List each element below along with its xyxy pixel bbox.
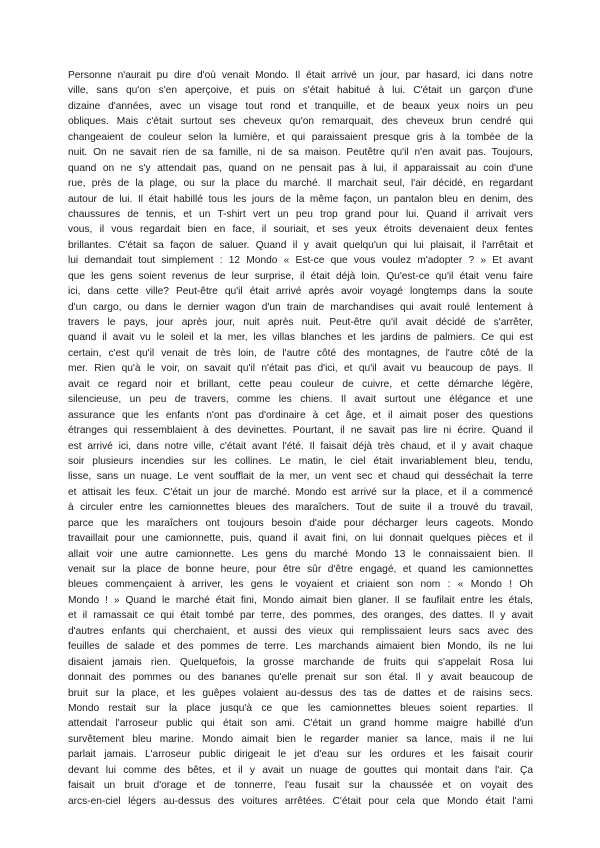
text-line: autour de lui. Il était habillé tous les jours de la même façon, un pantalon bleu en denim, des — [68, 193, 533, 205]
text-line: Personne n'aurait pu dire d'où venait Mondo. Il était arrivé un jour, par hasard, ici dans notre — [68, 70, 533, 81]
text-line: changeaient de couleur selon la lumière, et qui paraissaient presque gris à la tombée de la — [68, 131, 533, 143]
text-line: vous, il vous regardait bien en face, il souriait, et ses yeux étroits devenaient deux fentes — [68, 224, 533, 236]
text-line: survêtement bleu marine. Mondo aimait bien le regarder manier sa lance, mais il ne lui — [68, 733, 533, 745]
text-line: Mondo ! » Quand le marché était fini, Mondo aimait bien glaner. Il se faufilait entre les étals, — [68, 594, 533, 606]
text-line: avait ce regard noir et brillant, cette peau couleur de cuivre, et cette démarche légère, — [68, 378, 533, 390]
text-line — [68, 809, 533, 824]
text-line: lisse, sans un nuage. Le vent soufflait de la mer, un vent sec et chaud qui desséchait la terre — [68, 471, 533, 483]
text-line: venait sur la place de bonne heure, pour être sûr d'être engagé, et quand les camionnettes — [68, 564, 533, 575]
text-line: Mondo restait sur la place jusqu'à ce que les camionnettes bleues soient reparties. Il — [68, 702, 533, 714]
text-line: travers le pays, jour après jour, nuit après nuit. Peut-être qu'il avait décidé de s'arrêter, — [68, 317, 533, 328]
text-line: rue, près de la plage, ou sur la place du marché. Il marchait seul, l'air décidé, en regardant — [68, 178, 533, 190]
text-line: devant lui comme des bêtes, et il y avait un nuage de gouttes qui montait dans l'air. Ça — [68, 764, 533, 776]
text-line: chaussures de tennis, et un T-shirt vert un peu trop grand pour lui. Quand il arrivait vers — [68, 208, 533, 220]
text-line: ici, dans cette ville? Peut-être qu'il était arrivé après avoir voyagé longtemps dans la soute — [68, 286, 533, 298]
text-line: certain, c'est qu'il venait de très loin, de l'autre côté des montagnes, de l'autre côté de la — [68, 347, 533, 359]
text-line: étranges qui ressemblaient à des devinettes. Pourtant, il ne savait pas lire ni écrire. Quand il — [68, 425, 533, 437]
text-line: bruit sur la place, et les guêpes volaient au-dessus des tas de dattes et de raisins secs. — [68, 687, 533, 699]
text-line: parce que les maraîchers ont toujours besoin d'aide pour décharger leurs cageots. Mondo — [68, 517, 533, 529]
text-line: arcs-en-ciel légers au-dessus des voitures arrêtées. C'était pour cela que Mondo était l'ami — [68, 795, 533, 807]
body-text — [68, 68, 533, 824]
text-line: à circuler entre les camionnettes bleues des maraîchers. Tout de suite il a trouvé du travail, — [68, 502, 533, 514]
text-line: faisait un bruit d'orage et de tonnerre, l'eau fusait sur la chaussée et on voyait des — [68, 780, 533, 792]
text-line: ville, sans qu'on s'en aperçoive, et puis on s'était habitué à lui. C'était un garçon d'une — [68, 85, 533, 97]
text-line: d'un cargo, ou dans le dernier wagon d'un train de marchandises qui avait roulé lentement à — [68, 301, 533, 313]
text-line: nuit. On ne savait rien de sa famille, ni de sa maison. Peutêtre qu'il n'en avait pas. Toujours, — [68, 147, 533, 159]
text-line: soir plusieurs incendies sur les collines. Le matin, le ciel était invariablement bleu, tendu, — [68, 455, 533, 467]
text-line: dizaine d'années, avec un visage tout rond et tranquille, et de beaux yeux noirs un peu — [68, 100, 533, 112]
text-line: attendait l'arroseur public qui était son ami. C'était un grand homme maigre habillé d'un — [68, 718, 533, 730]
text-line: d'autres enfants qui cherchaient, et aussi des vieux qui remplissaient leurs sacs avec des — [68, 625, 533, 637]
text-line: brillantes. C'était sa façon de saluer. Quand il y avait quelqu'un qui lui plaisait, il l'arrêtait et — [68, 239, 533, 251]
text-line: obliques. Mais c'était surtout ses cheveux qu'on remarquait, des cheveux brun cendré qui — [68, 116, 533, 128]
text-line: quand on ne s'y attendait pas, quand on ne pensait pas à lui, il apparaissait au coin d'une — [68, 162, 533, 174]
text-line: et il ramassait ce qui était tombé par terre, des pommes, des oranges, des dattes. Il y avait — [68, 610, 533, 622]
text-line: disaient jamais rien. Quelquefois, la grosse marchande de fruits qui s'appelait Rosa lui — [68, 656, 533, 668]
text-line: lui demandait tout simplement : 12 Mondo « Est-ce que vous voulez m'adopter ? » Et avant — [68, 255, 533, 267]
text-line: bleues commençaient à arriver, les gens le voyaient et criaient son nom : « Mondo ! Oh — [68, 579, 533, 591]
text-line: silencieuse, un peu de travers, comme les chiens. Il avait surtout une élégance et une — [68, 394, 533, 406]
text-line: feuilles de salade et des pommes de terre. Les marchands aimaient bien Mondo, ils ne lui — [68, 641, 533, 653]
text-line: parlait jamais. L'arroseur public dirigeait le jet d'eau sur les ordures et les faisait courir — [68, 749, 533, 761]
text-line: travaillait pour une camionnette, puis, quand il avait fini, on lui donnait quelques pièces et il — [68, 533, 533, 545]
text-line: est arrivé ici, dans notre ville, c'était avant l'été. Il faisait déjà très chaud, et il y avait chaque — [68, 440, 533, 452]
text-line: mer. Rien qu'à le voir, on savait qu'il n'était pas d'ici, et qu'il avait vu beaucoup de pays. Il — [68, 363, 533, 375]
text-line: donnait des pommes ou des bananes qu'elle prenait sur son étal. Il y avait beaucoup de — [68, 672, 533, 684]
text-line: allait voir une autre camionnette. Les gens du marché Mondo 13 le connaissaient bien. Il — [68, 548, 533, 560]
text-line: et attisait les feux. C'était un jour de marché. Mondo est arrivé sur la place, et il a commencé — [68, 486, 533, 498]
text-line: quand il avait vu le soleil et la mer, les villas blanches et les jardins de palmiers. Ce qui est — [68, 332, 533, 344]
text-line: que les gens soient revenus de leur surprise, il était déjà loin. Qu'est-ce qu'il était venu faire — [68, 270, 533, 282]
text-line: assurance que les enfants n'ont pas d'ordinaire à cet âge, et il aimait poser des questions — [68, 409, 533, 421]
